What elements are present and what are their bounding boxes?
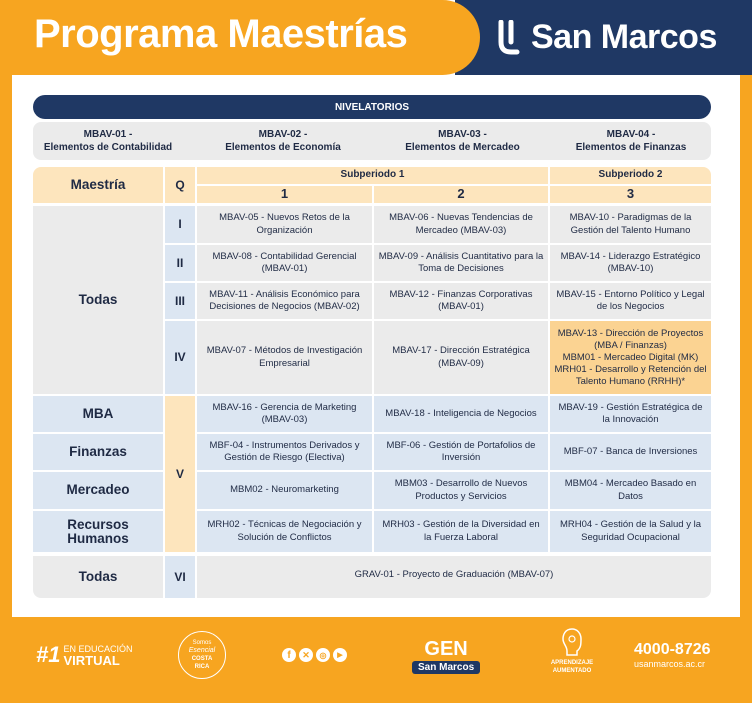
- q-label: V: [165, 396, 195, 552]
- course-code: MBAV-04 -: [606, 129, 656, 140]
- rank-badge: [36, 642, 133, 668]
- nivelatorio-course: [33, 122, 183, 160]
- graduation-course: GRAV-01 - Proyecto de Graduación (MBAV-07): [197, 556, 711, 598]
- course-cell: MBAV-05 - Nuevos Retos de la Organización: [197, 206, 372, 243]
- maestria-name: Recursos Humanos: [33, 511, 163, 552]
- nivelatorios-row: [33, 122, 711, 160]
- course-cell: MBF-06 - Gestión de Portafolios de Inversión: [374, 434, 548, 470]
- course-cell: MBAV-06 - Nuevas Tendencias de Mercadeo (MBAV-03): [374, 206, 548, 243]
- seal-top: Somos: [192, 640, 212, 646]
- social-icons: [282, 648, 347, 662]
- contact-info: [634, 641, 711, 669]
- course-cell: MBAV-15 - Entorno Político y Legal de los Negocios: [550, 283, 711, 319]
- course-cell: MRH02 - Técnicas de Negociación y Solución de Conflictos: [197, 511, 372, 552]
- rank-bottom-text: VIRTUAL: [63, 653, 120, 668]
- brand-logo: [497, 18, 717, 57]
- footer: [0, 617, 752, 703]
- q-label: VI: [165, 556, 195, 598]
- gen-label: GEN: [424, 638, 468, 660]
- course-cell: MBAV-09 - Análisis Cuantitativo para la Toma de Decisiones: [374, 245, 548, 281]
- course-cell: MRH03 - Gestión de la Diversidad en la Fuerza Laboral: [374, 511, 548, 552]
- course-cell: MBAV-16 - Gerencia de Marketing (MBAV-03): [197, 396, 372, 432]
- course-cell: MBM02 - Neuromarketing: [197, 472, 372, 509]
- page-title: Programa Maestrías: [34, 12, 408, 56]
- course-cell: MRH04 - Gestión de la Salud y la Seguridad Ocupacional: [550, 511, 711, 552]
- gen-san-marcos-logo: [412, 639, 480, 674]
- esencial-costa-rica-seal: [178, 631, 226, 679]
- maestria-todas: Todas: [33, 206, 163, 394]
- san-marcos-logo-icon: [497, 20, 521, 56]
- head-brain-icon: [561, 627, 583, 657]
- course-code: MBAV-03 -: [438, 129, 487, 140]
- course-name: Elementos de Mercadeo: [405, 142, 520, 153]
- header-column-3: 3: [550, 186, 711, 203]
- instagram-icon[interactable]: ◎: [316, 648, 330, 662]
- aprendizaje-aumentado-badge: [545, 627, 599, 675]
- header-column-2: 2: [374, 186, 548, 203]
- header-column-1: 1: [197, 186, 372, 203]
- header-q: Q: [165, 167, 195, 203]
- course-cell: MBM03 - Desarrollo de Nuevos Productos y Servicios: [374, 472, 548, 509]
- course-cell: MBAV-12 - Finanzas Corporativas (MBAV-01): [374, 283, 548, 319]
- nivelatorio-course: [198, 122, 368, 160]
- course-cell: MBAV-19 - Gestión Estratégica de la Innovación: [550, 396, 711, 432]
- maestria-name: Mercadeo: [33, 472, 163, 509]
- course-cell: MBAV-10 - Paradigmas de la Gestión del Talento Humano: [550, 206, 711, 243]
- maestria-name: MBA: [33, 396, 163, 432]
- course-cell: MBAV-07 - Métodos de Investigación Empresarial: [197, 321, 372, 394]
- course-name: Elementos de Contabilidad: [43, 142, 173, 153]
- course-name: Elementos de Economía: [225, 142, 341, 153]
- q-label: III: [165, 283, 195, 319]
- aprendizaje-label: APRENDIZAJE AUMENTADO: [550, 660, 594, 674]
- gen-sub: San Marcos: [412, 661, 480, 674]
- header-subperiodo-1: Subperiodo 1: [197, 167, 548, 184]
- maestria-todas-final: Todas: [33, 556, 163, 598]
- seal-country: COSTA RICA: [191, 656, 213, 670]
- course-code: MBAV-01 -: [83, 129, 133, 140]
- course-cell: MBF-04 - Instrumentos Derivados y Gestión de Riesgo (Electiva): [197, 434, 372, 470]
- seal-mid: Esencial: [188, 647, 216, 654]
- website-link[interactable]: usanmarcos.ac.cr: [634, 659, 706, 669]
- course-cell: MBAV-18 - Inteligencia de Negocios: [374, 396, 548, 432]
- x-icon[interactable]: ✕: [299, 648, 313, 662]
- header-maestria: Maestría: [33, 167, 163, 203]
- nivelatorio-course: [375, 122, 550, 160]
- rank-number: #1: [36, 642, 61, 667]
- course-cell: MBAV-17 - Dirección Estratégica (MBAV-09): [374, 321, 548, 394]
- q-label: IV: [165, 321, 195, 394]
- facebook-icon[interactable]: f: [282, 648, 296, 662]
- frame-right: [740, 75, 752, 617]
- nivelatorio-course: [551, 122, 711, 160]
- brand-name: San Marcos: [531, 18, 717, 56]
- course-code: MBAV-02 -: [258, 129, 308, 140]
- q-label: II: [165, 245, 195, 281]
- nivelatorios-header: NIVELATORIOS: [33, 95, 711, 119]
- phone-number[interactable]: 4000-8726: [634, 641, 711, 658]
- youtube-icon[interactable]: ▶: [333, 648, 347, 662]
- course-cell: MBAV-11 - Análisis Económico para Decisiones de Negocios (MBAV-02): [197, 283, 372, 319]
- q-label: I: [165, 206, 195, 243]
- rank-top-text: EN EDUCACIÓN: [63, 644, 133, 654]
- course-cell: MBAV-08 - Contabilidad Gerencial (MBAV-01): [197, 245, 372, 281]
- course-cell: MBM04 - Mercadeo Basado en Datos: [550, 472, 711, 509]
- course-cell-highlight: MBAV-13 - Dirección de Proyectos (MBA / Finanzas) MBM01 - Mercadeo Digital (MK) MRH01 - Desarrollo y Retención del Talento Humano (RRHH)*: [550, 321, 711, 394]
- course-cell: MBF-07 - Banca de Inversiones: [550, 434, 711, 470]
- maestria-name: Finanzas: [33, 434, 163, 470]
- course-name: Elementos de Finanzas: [575, 142, 687, 153]
- frame-left: [0, 75, 12, 617]
- header-subperiodo-2: Subperiodo 2: [550, 167, 711, 184]
- course-cell: MBAV-14 - Liderazgo Estratégico (MBAV-10): [550, 245, 711, 281]
